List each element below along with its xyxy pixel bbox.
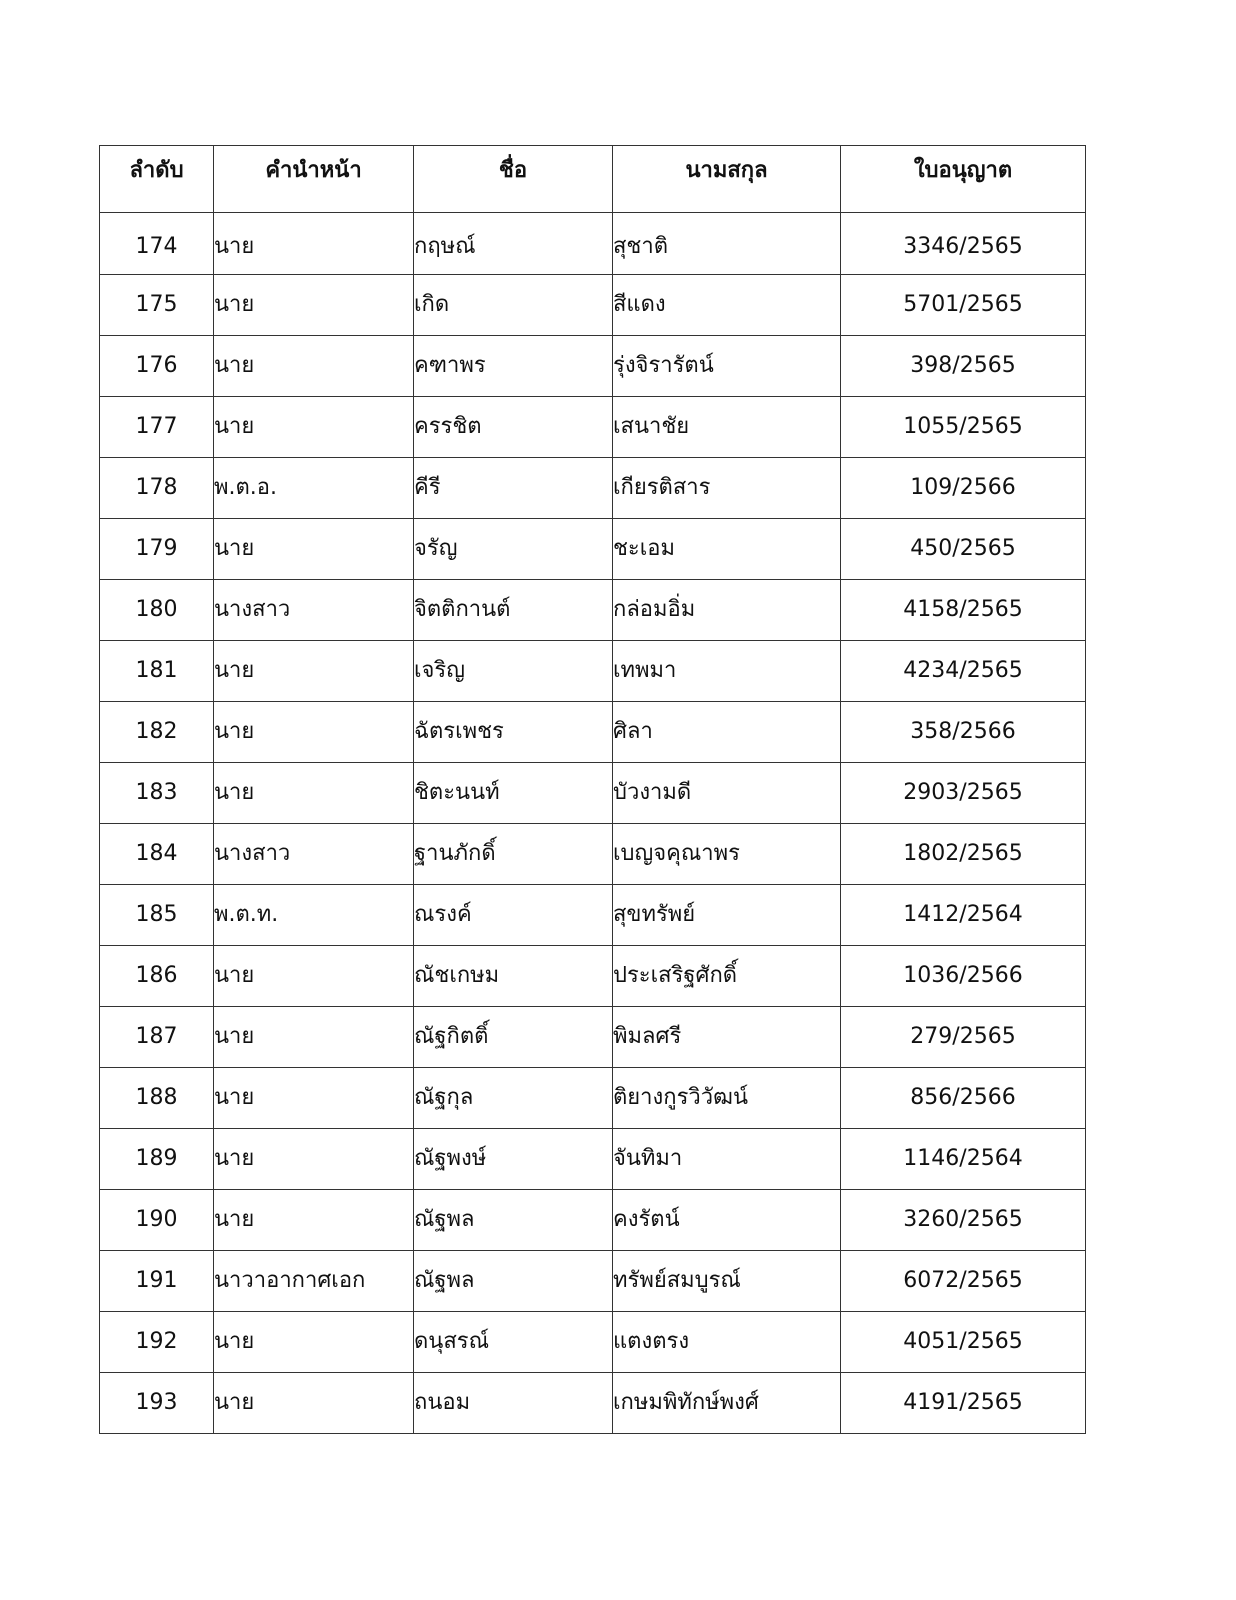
cell-no: 193: [100, 1373, 214, 1434]
cell-no: 178: [100, 458, 214, 519]
cell-prefix: นาย: [214, 1190, 414, 1251]
cell-prefix: นาย: [214, 1312, 414, 1373]
cell-prefix: นาย: [214, 275, 414, 336]
cell-license: 3346/2565: [841, 213, 1086, 275]
cell-no: 182: [100, 702, 214, 763]
cell-license: 2903/2565: [841, 763, 1086, 824]
cell-license: 1802/2565: [841, 824, 1086, 885]
cell-no: 190: [100, 1190, 214, 1251]
table-row: [100, 702, 1086, 763]
cell-prefix: นาย: [214, 946, 414, 1007]
cell-surname: ศิลา: [613, 702, 841, 763]
table-row: [100, 580, 1086, 641]
header-license: ใบอนุญาต: [841, 146, 1086, 213]
cell-name: คฑาพร: [414, 336, 613, 397]
cell-prefix: นาย: [214, 1373, 414, 1434]
table-row: [100, 1068, 1086, 1129]
cell-prefix: นาย: [214, 702, 414, 763]
cell-no: 191: [100, 1251, 214, 1312]
cell-no: 176: [100, 336, 214, 397]
cell-license: 4051/2565: [841, 1312, 1086, 1373]
cell-license: 3260/2565: [841, 1190, 1086, 1251]
cell-surname: เสนาชัย: [613, 397, 841, 458]
cell-name: ณัฐพงษ์: [414, 1129, 613, 1190]
cell-license: 1036/2566: [841, 946, 1086, 1007]
table-row: [100, 397, 1086, 458]
cell-license: 1412/2564: [841, 885, 1086, 946]
cell-name: จิตติกานต์: [414, 580, 613, 641]
cell-prefix: นางสาว: [214, 580, 414, 641]
cell-prefix: นาย: [214, 1068, 414, 1129]
cell-name: ฐานภักดิ์: [414, 824, 613, 885]
table-row: [100, 1007, 1086, 1068]
cell-name: คีรี: [414, 458, 613, 519]
cell-name: ถนอม: [414, 1373, 613, 1434]
cell-surname: ทรัพย์สมบูรณ์: [613, 1251, 841, 1312]
cell-name: จรัญ: [414, 519, 613, 580]
cell-surname: ติยางกูรวิวัฒน์: [613, 1068, 841, 1129]
cell-license: 450/2565: [841, 519, 1086, 580]
cell-no: 179: [100, 519, 214, 580]
table-row: [100, 275, 1086, 336]
cell-no: 183: [100, 763, 214, 824]
cell-surname: จันทิมา: [613, 1129, 841, 1190]
cell-prefix: นาย: [214, 519, 414, 580]
cell-no: 180: [100, 580, 214, 641]
cell-surname: เกษมพิทักษ์พงศ์: [613, 1373, 841, 1434]
cell-license: 4158/2565: [841, 580, 1086, 641]
cell-no: 192: [100, 1312, 214, 1373]
cell-license: 279/2565: [841, 1007, 1086, 1068]
cell-name: ณัฐกุล: [414, 1068, 613, 1129]
cell-no: 188: [100, 1068, 214, 1129]
cell-prefix: นาย: [214, 763, 414, 824]
cell-prefix: นาย: [214, 397, 414, 458]
cell-prefix: นาวาอากาศเอก: [214, 1251, 414, 1312]
cell-name: ณัฐพล: [414, 1251, 613, 1312]
cell-surname: รุ่งจิรารัตน์: [613, 336, 841, 397]
table-row: [100, 336, 1086, 397]
table-row: [100, 641, 1086, 702]
cell-surname: เทพมา: [613, 641, 841, 702]
cell-prefix: นาย: [214, 641, 414, 702]
license-table: [99, 145, 1086, 1434]
table-row: [100, 1312, 1086, 1373]
cell-prefix: นาย: [214, 336, 414, 397]
header-surname: นามสกุล: [613, 146, 841, 213]
cell-name: ณัชเกษม: [414, 946, 613, 1007]
table-row: [100, 519, 1086, 580]
cell-no: 187: [100, 1007, 214, 1068]
table-row: [100, 1373, 1086, 1434]
cell-name: ณัฐพล: [414, 1190, 613, 1251]
cell-no: 175: [100, 275, 214, 336]
header-name: ชื่อ: [414, 146, 613, 213]
table-body: [100, 213, 1086, 1434]
cell-name: เจริญ: [414, 641, 613, 702]
cell-prefix: พ.ต.ท.: [214, 885, 414, 946]
cell-surname: ประเสริฐศักดิ์: [613, 946, 841, 1007]
cell-name: ชิตะนนท์: [414, 763, 613, 824]
cell-no: 184: [100, 824, 214, 885]
cell-name: ครรชิต: [414, 397, 613, 458]
cell-surname: กล่อมอิ่ม: [613, 580, 841, 641]
cell-license: 109/2566: [841, 458, 1086, 519]
cell-license: 6072/2565: [841, 1251, 1086, 1312]
cell-name: ดนุสรณ์: [414, 1312, 613, 1373]
header-prefix: คำนำหน้า: [214, 146, 414, 213]
cell-prefix: นาย: [214, 1007, 414, 1068]
table-row: [100, 946, 1086, 1007]
cell-no: 185: [100, 885, 214, 946]
cell-prefix: นางสาว: [214, 824, 414, 885]
cell-surname: เกียรติสาร: [613, 458, 841, 519]
cell-license: 4191/2565: [841, 1373, 1086, 1434]
cell-surname: สีแดง: [613, 275, 841, 336]
cell-name: เกิด: [414, 275, 613, 336]
cell-surname: บัวงามดี: [613, 763, 841, 824]
table-row: [100, 1190, 1086, 1251]
table-row: [100, 213, 1086, 275]
cell-surname: สุขทรัพย์: [613, 885, 841, 946]
cell-no: 174: [100, 213, 214, 275]
cell-license: 1055/2565: [841, 397, 1086, 458]
cell-prefix: นาย: [214, 1129, 414, 1190]
table-row: [100, 1251, 1086, 1312]
cell-surname: พิมลศรี: [613, 1007, 841, 1068]
cell-no: 177: [100, 397, 214, 458]
cell-license: 1146/2564: [841, 1129, 1086, 1190]
cell-license: 4234/2565: [841, 641, 1086, 702]
cell-name: กฤษณ์: [414, 213, 613, 275]
cell-surname: ชะเอม: [613, 519, 841, 580]
cell-no: 186: [100, 946, 214, 1007]
cell-surname: คงรัตน์: [613, 1190, 841, 1251]
cell-prefix: พ.ต.อ.: [214, 458, 414, 519]
table-row: [100, 885, 1086, 946]
table-row: [100, 458, 1086, 519]
header-no: ลำดับ: [100, 146, 214, 213]
cell-surname: เบญจคุณาพร: [613, 824, 841, 885]
cell-license: 358/2566: [841, 702, 1086, 763]
cell-surname: สุชาติ: [613, 213, 841, 275]
cell-no: 181: [100, 641, 214, 702]
cell-license: 856/2566: [841, 1068, 1086, 1129]
table-row: [100, 763, 1086, 824]
cell-license: 398/2565: [841, 336, 1086, 397]
table-row: [100, 824, 1086, 885]
cell-no: 189: [100, 1129, 214, 1190]
table-header-row: [100, 146, 1086, 213]
cell-name: ฉัตรเพชร: [414, 702, 613, 763]
cell-license: 5701/2565: [841, 275, 1086, 336]
cell-name: ณัฐกิตติ์: [414, 1007, 613, 1068]
cell-prefix: นาย: [214, 213, 414, 275]
table-row: [100, 1129, 1086, 1190]
cell-name: ณรงค์: [414, 885, 613, 946]
cell-surname: แตงตรง: [613, 1312, 841, 1373]
